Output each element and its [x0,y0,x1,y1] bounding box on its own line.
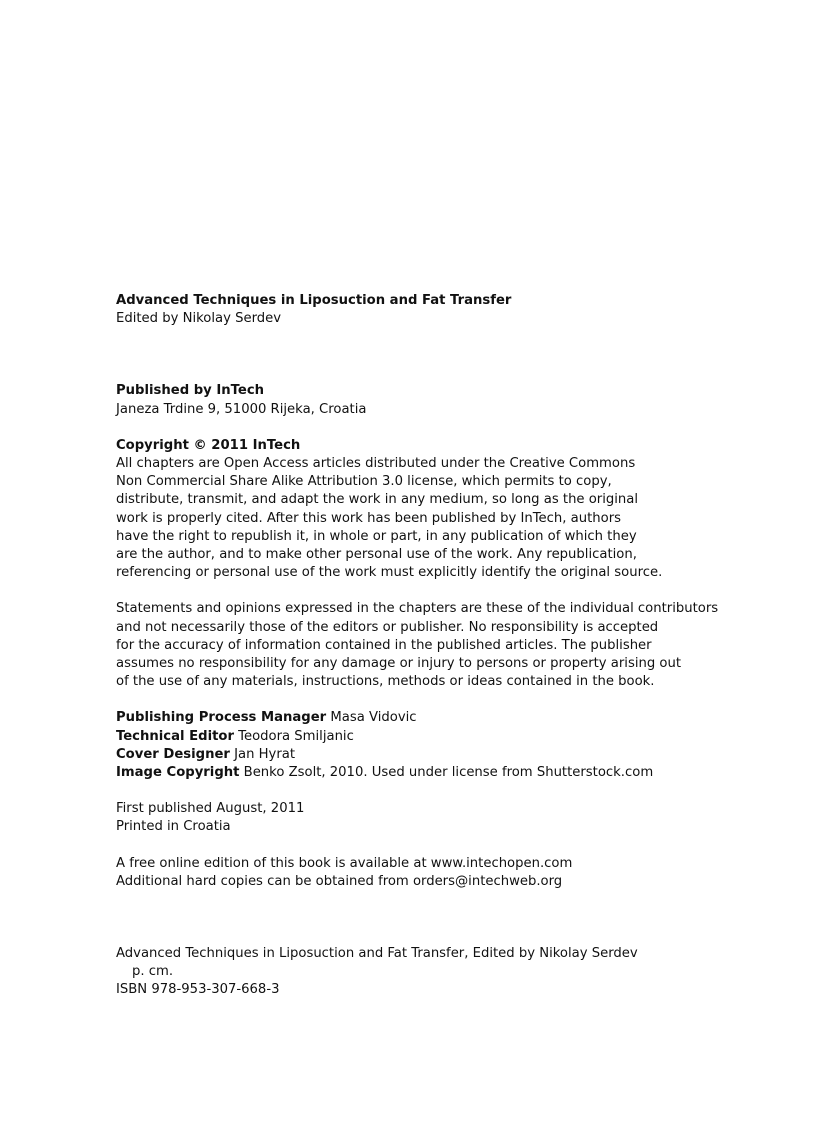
spacer [116,691,776,709]
credit-name: Benko Zsolt, 2010. Used under license from Shutterstock.com [239,765,654,781]
isbn: ISBN 978-953-307-668-3 [116,982,280,998]
online-edition-note: A free online edition of this book is available at www.intechopen.com [116,855,573,871]
spacer [116,782,776,800]
credit-role: Cover Designer [116,746,230,762]
book-editor: Edited by Nikolay Serdev [116,311,282,327]
credit-role: Technical Editor [116,728,234,744]
credit-publishing-manager [116,709,776,727]
spacer [116,891,776,945]
copyright-heading: Copyright © 2011 InTech [116,437,301,453]
catalog-pages: p. cm. [132,964,174,980]
copyright-line: All chapters are Open Access articles distributed under the Creative Commons [116,456,636,472]
spacer [116,837,776,855]
statement-line: of the use of any materials, instructions, methods or ideas contained in the book. [116,674,655,690]
hard-copies-note: Additional hard copies can be obtained from orders@intechweb.org [116,873,563,889]
printed-in: Printed in Croatia [116,819,231,835]
statement-line: for the accuracy of information contained in the published articles. The publisher [116,637,652,653]
credit-name: Masa Vidovic [326,710,417,726]
book-title: Advanced Techniques in Liposuction and Fat Transfer [116,293,512,308]
credit-name: Jan Hyrat [229,746,296,762]
copyright-line: Non Commercial Share Alike Attribution 3.0 license, which permits to copy, [116,474,612,490]
statement-line: assumes no responsibility for any damage or injury to persons or property arising out [116,656,682,672]
copyright-line: distribute, transmit, and adapt the work in any medium, so long as the original [116,492,639,508]
publisher-heading: Published by InTech [116,383,265,399]
publisher-address: Janeza Trdine 9, 51000 Rijeka, Croatia [116,401,367,417]
statement-line: and not necessarily those of the editors or publisher. No responsibility is accepted [116,619,659,635]
credit-cover-designer [116,746,776,764]
copyright-line: have the right to republish it, in whole or part, in any publication of which they [116,528,637,544]
copyright-line: work is properly cited. After this work has been published by InTech, authors [116,510,621,526]
statement-line: Statements and opinions expressed in the chapters are these of the individual contributors [116,601,719,617]
credit-role: Publishing Process Manager [116,710,327,726]
spacer [116,328,776,382]
spacer [116,582,776,600]
catalog-entry: Advanced Techniques in Liposuction and Fat Transfer, Edited by Nikolay Serdev [116,946,638,962]
credit-role: Image Copyright [116,765,240,781]
credit-image-copyright [116,764,776,782]
credit-name: Teodora Smiljanic [233,728,354,744]
spacer [116,419,776,437]
copyright-line: referencing or personal use of the work must explicitly identify the original source. [116,565,663,581]
copyright-page [116,292,776,1000]
first-published: First published August, 2011 [116,801,305,817]
copyright-line: are the author, and to make other personal use of the work. Any republication, [116,547,637,563]
credit-technical-editor [116,728,776,746]
